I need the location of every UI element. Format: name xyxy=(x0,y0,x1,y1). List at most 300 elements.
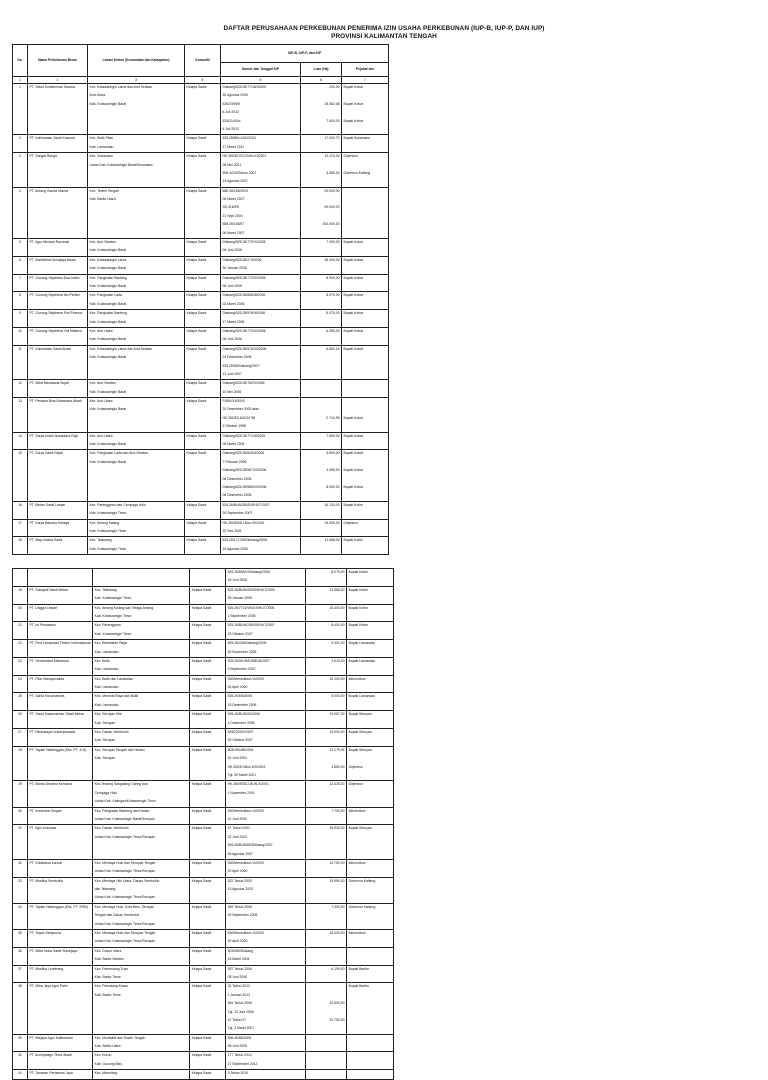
cell-location xyxy=(93,930,190,948)
cell-permit-number xyxy=(221,432,301,450)
table-body xyxy=(13,569,394,1080)
lokasi-line: Kec. Mentaya Hilir Utara, Danau Sembuluh xyxy=(94,878,160,883)
cell-location xyxy=(88,310,185,328)
cell-no: 5 xyxy=(13,239,28,257)
cell-no: 8 xyxy=(13,292,28,310)
cell-permit-number xyxy=(226,640,306,658)
cell-area xyxy=(301,239,342,257)
table-row xyxy=(13,84,389,135)
pejabat-line: Bupati Kobar xyxy=(343,118,364,123)
nomor-line: 364 Tahun 2006 xyxy=(227,1001,252,1006)
cell-commodity: Kelapa Sawit xyxy=(185,135,221,153)
cell-official xyxy=(347,1070,394,1079)
pejabat-line xyxy=(344,380,387,388)
pejabat-line: Bupati Kotim xyxy=(348,605,368,610)
luas-line xyxy=(308,912,345,920)
cell-permit-number xyxy=(226,604,306,622)
cell-location xyxy=(93,640,190,658)
luas-line: 8.050,00 xyxy=(326,484,340,489)
lokasi-line: Lintas Kab. Kotawaringin Timur/Seruyan xyxy=(94,921,156,926)
cell-location xyxy=(93,604,190,622)
luas-line: 11.668,00 xyxy=(324,538,340,543)
pejabat-line: Bupati Kobar xyxy=(343,101,364,106)
pejabat-line xyxy=(349,613,392,621)
nomor-line: 525.26/BUN/80/Disbang/2007 xyxy=(227,843,273,848)
cell-company-name: PT. Pilar Wanapersada xyxy=(28,675,93,693)
lokasi-line: Kec. Pangkalan Banteng dan Hanau xyxy=(94,808,150,813)
nomor-line: 13 Juni 2007 xyxy=(222,371,242,376)
cell-no: 12 xyxy=(13,380,28,398)
luas-line xyxy=(308,868,345,876)
nomor-line: 525.26/06.09/DISBUN/2007 xyxy=(227,658,270,663)
nomor-line: 369 Tahun 2006 xyxy=(227,904,252,909)
table-header xyxy=(13,45,389,84)
cell-commodity xyxy=(190,569,226,587)
cell-company-name: PT. Tandean Perdamus Jaya xyxy=(28,1070,93,1079)
cell-commodity: Kelapa Sawit xyxy=(185,239,221,257)
luas-line: 8.900,00 xyxy=(326,275,340,280)
pejabat-line xyxy=(349,702,392,710)
luas-line xyxy=(308,755,345,763)
luas-line xyxy=(308,790,345,798)
nomor-line: 530/Menhutbun-VI/2000 xyxy=(227,931,264,936)
luas-line xyxy=(303,398,340,406)
lokasi-line: Kec. Pangkalan Banteng xyxy=(89,275,127,280)
luas-line: 8.000,00 xyxy=(331,694,345,699)
luas-line xyxy=(303,476,340,484)
lokasi-line: Kab. Seruyan xyxy=(94,720,116,725)
header-iup-group: IUP-B, IUP-P, dan IUP xyxy=(221,45,389,63)
luas-line xyxy=(303,319,340,327)
cell-official xyxy=(347,930,394,948)
pejabat-line xyxy=(349,842,392,850)
cell-permit-number xyxy=(226,877,306,903)
lokasi-line: Kec. Kotawaringin Lama xyxy=(89,257,127,262)
lokasi-line: Lintas Kab. Kotawaringin Barat/Seruyan xyxy=(94,816,155,821)
pejabat-line xyxy=(344,398,387,406)
cell-location xyxy=(93,1052,190,1070)
table-row xyxy=(13,859,394,877)
cell-permit-number xyxy=(221,398,301,433)
luas-line xyxy=(308,720,345,728)
lokasi-line: Tengah dan Danau Sembuluh xyxy=(94,913,140,918)
luas-line: 12.425,00 xyxy=(329,782,345,787)
luas-line xyxy=(308,666,345,674)
pejabat-line xyxy=(349,1061,392,1069)
luas-line: 20.000,00 xyxy=(324,188,340,193)
cell-commodity: Kelapa Sawit xyxy=(185,345,221,380)
pejabat-line xyxy=(349,577,392,585)
pejabat-line xyxy=(349,938,392,946)
cell-permit-number xyxy=(226,746,306,781)
luas-line: 12.179,91 xyxy=(329,747,345,752)
luas-line xyxy=(303,162,340,170)
nomor-line: 530/Menhutbun-VI/2000 xyxy=(227,808,264,813)
cell-area xyxy=(306,640,347,658)
column-number: 1 xyxy=(13,77,28,84)
cell-area xyxy=(301,310,342,328)
table-row xyxy=(13,1034,394,1052)
table-row xyxy=(13,345,389,380)
pejabat-line xyxy=(349,1070,392,1078)
cell-commodity: Kelapa Sawit xyxy=(185,187,221,238)
nomor-line: 20 April 2000 xyxy=(227,939,248,944)
cell-commodity: Kelapa Sawit xyxy=(185,327,221,345)
nomor-line: 30 Agustus 2005 xyxy=(222,93,248,98)
lokasi-line: Kec. Pangkalan Lada dan Arut Selatan xyxy=(89,451,148,456)
lokasi-line: Kec. Arut Selatan xyxy=(89,240,116,245)
pejabat-line: Bupati Kotim xyxy=(343,538,363,543)
luas-line xyxy=(308,1052,345,1060)
luas-line xyxy=(303,265,340,273)
nomor-line: 530/Menhutbun-VI/2000 xyxy=(227,676,264,681)
cell-company-name: PT. Indotruba Tengah xyxy=(28,807,93,825)
nomor-line: 525.26/6/5/2006 xyxy=(227,694,253,699)
cell-location xyxy=(93,711,190,729)
nomor-line: 586.45/169/2003 xyxy=(222,188,248,193)
table-row xyxy=(13,450,389,501)
nomor-line: 22 Juni 2003 xyxy=(227,834,247,839)
cell-company-name: PT. Gemareksa Mekarsari xyxy=(28,657,93,675)
luas-line xyxy=(303,389,340,397)
cell-commodity: Kelapa Sawit xyxy=(190,930,226,948)
cell-no: 38 xyxy=(13,983,28,1034)
nomor-line: 525.26/7711/VIII/DISHUT/2005 xyxy=(227,605,275,610)
nomor-line: 06 Maret 2007 xyxy=(222,197,245,202)
cell-no: 15 xyxy=(13,450,28,501)
luas-line xyxy=(303,423,340,431)
cell-official xyxy=(342,274,389,292)
nomor-line: HK.350/E5.622/10.98 xyxy=(222,415,255,420)
cell-company-name: PT. Gunung Sejahtera Ibu Pertiwi xyxy=(28,292,88,310)
pejabat-line xyxy=(349,974,392,982)
cell-area xyxy=(301,135,342,153)
cell-commodity: Kelapa Sawit xyxy=(190,1052,226,1070)
luas-line xyxy=(308,1035,345,1043)
cell-commodity: Kelapa Sawit xyxy=(190,640,226,658)
lokasi-line: Kab. Barito Utara xyxy=(94,1044,121,1049)
luas-line xyxy=(308,737,345,745)
pejabat-line: Bupati Bartim xyxy=(348,966,369,971)
nomor-line: 17 September 2012 xyxy=(227,1061,258,1066)
pejabat-line xyxy=(349,816,392,824)
cell-location xyxy=(93,729,190,747)
luas-line: 15.400,00 xyxy=(329,605,345,610)
lokasi-line: Lintas Kab. Kotawaringin Timur/Seruyan xyxy=(94,895,156,900)
cell-location xyxy=(88,327,185,345)
luas-line xyxy=(308,577,345,585)
cell-no: 24 xyxy=(13,675,28,693)
cell-area xyxy=(306,983,347,1034)
nomor-line: 15 Desember 2006 xyxy=(227,702,257,707)
cell-area xyxy=(301,256,342,274)
pejabat-line xyxy=(349,1000,392,1008)
cell-area xyxy=(306,903,347,929)
cell-commodity: Kelapa Sawit xyxy=(185,398,221,433)
cell-location xyxy=(88,398,185,433)
nomor-line: 15 Maret 2004 xyxy=(227,957,250,962)
pejabat-line: Gubernur Kalteng xyxy=(348,904,376,909)
cell-official xyxy=(342,450,389,501)
cell-commodity: Kelapa Sawit xyxy=(190,711,226,729)
pejabat-line xyxy=(344,162,387,170)
cell-location xyxy=(93,781,190,807)
cell-company-name: PT. Bisma Dharma Kencana xyxy=(28,781,93,807)
nomor-line: 525.26/BUN/XII/2006 xyxy=(227,712,260,717)
nomor-line: 522 Tahun 2003 xyxy=(227,878,252,883)
cell-commodity: Kelapa Sawit xyxy=(190,825,226,860)
cell-location xyxy=(93,859,190,877)
cell-permit-number xyxy=(226,807,306,825)
cell-location xyxy=(88,501,185,519)
luas-line xyxy=(308,649,345,657)
luas-line: 16.133,00 xyxy=(324,502,340,507)
lokasi-line: Kec. Mentaya Hulu dan Seruyan Tengah xyxy=(94,860,156,865)
cell-company-name: PT. Gunung Sejahtera Yoli Makmur xyxy=(28,327,88,345)
lokasi-line: Kec. Dusun Utara xyxy=(94,948,122,953)
pejabat-line: Bupati Kotim xyxy=(343,502,363,507)
lokasi-line: Lintas Kab. Kotawaringin Timur/Seruyan xyxy=(94,869,156,874)
lokasi-line: Kab. Kotawaringin Barat xyxy=(89,283,127,288)
lokasi-line: Kec. Bulik Pitan xyxy=(89,136,114,141)
luas-line xyxy=(308,702,345,710)
pejabat-line xyxy=(344,126,387,134)
lokasi-line: Kab. Kotawaringin Barat xyxy=(89,319,127,324)
cell-company-name: PT. Sukajadi Sawit Mekar xyxy=(28,586,93,604)
table-row xyxy=(13,604,394,622)
luas-line xyxy=(303,283,340,291)
cell-official xyxy=(342,84,389,135)
pejabat-line xyxy=(344,510,387,518)
pejabat-line xyxy=(344,459,387,467)
pejabat-line xyxy=(349,834,392,842)
cell-area xyxy=(306,965,347,983)
cell-no: 9 xyxy=(13,310,28,328)
pejabat-line xyxy=(349,851,392,859)
luas-line: 90.000,00 xyxy=(324,205,340,210)
cell-no: 7 xyxy=(13,274,28,292)
cell-location xyxy=(88,135,185,153)
lokasi-line: Kab. Kotawaringin Barat xyxy=(89,248,127,253)
table-row xyxy=(13,239,389,257)
pejabat-line xyxy=(344,406,387,414)
lokasi-line: Kab. Barito Selatan xyxy=(94,957,124,962)
cell-company-name: PT. Archipelago Timur Abadi xyxy=(28,1052,93,1070)
lokasi-line: Kab. Lamandau xyxy=(94,685,119,690)
luas-line xyxy=(308,938,345,946)
cell-company-name: PT. Teguh Sempurna xyxy=(28,930,93,948)
cell-company-name: PT. Kalimantan Sawit Kusuma xyxy=(28,135,88,153)
lokasi-line: Kab. Barito Utara xyxy=(89,197,116,202)
luas-line: 17.000,70 xyxy=(324,136,340,141)
cell-commodity: Kelapa Sawit xyxy=(185,256,221,274)
table-row xyxy=(13,622,394,640)
cell-official xyxy=(342,153,389,188)
lokasi-line: Kab. Lamandau xyxy=(94,667,119,672)
cell-permit-number xyxy=(226,1034,306,1052)
cell-official xyxy=(347,947,394,965)
lokasi-line: Kab. Kotawaringin Barat xyxy=(89,301,127,306)
nomor-line: 17 Maret 2011 xyxy=(222,144,245,149)
cell-official xyxy=(347,825,394,860)
lokasi-line: Kec. Telawang xyxy=(89,538,112,543)
cell-no: 23 xyxy=(13,657,28,675)
cell-area xyxy=(301,327,342,345)
cell-location xyxy=(93,586,190,604)
lokasi-line: Kab. Seruyan xyxy=(94,738,116,743)
cell-commodity: Kelapa Sawit xyxy=(190,903,226,929)
luas-line xyxy=(303,336,340,344)
nomor-line: 21 Sept 2004 xyxy=(222,213,243,218)
lokasi-line: Lintas Kab. Kotawaringin Timur/Seruyan xyxy=(94,834,156,839)
cell-commodity: Kelapa Sawit xyxy=(190,877,226,903)
cell-area xyxy=(306,693,347,711)
nomor-line: 06 Juni 2006 xyxy=(222,337,242,342)
lokasi-line: Cempaga Hulu xyxy=(94,790,118,795)
luas-line xyxy=(303,546,340,554)
cell-official xyxy=(347,586,394,604)
cell-company-name: PT. Sawit Sumbermas Sarana xyxy=(28,84,88,135)
luas-line: 4.050,00 xyxy=(326,468,340,473)
table-row xyxy=(13,537,389,555)
cell-location xyxy=(93,569,190,587)
lokasi-line: Kec. Parenggean dan Cempaga Hulu xyxy=(89,502,146,507)
cell-official xyxy=(342,345,389,380)
cell-area xyxy=(301,398,342,433)
pejabat-line xyxy=(349,737,392,745)
lokasi-line: Kec. Teweh Tengah xyxy=(89,188,119,193)
pejabat-line xyxy=(349,666,392,674)
cell-permit-number xyxy=(226,569,306,587)
cell-no: 29 xyxy=(13,781,28,807)
cell-no: 20 xyxy=(13,604,28,622)
luas-line xyxy=(303,354,340,362)
nomor-line: 525.26/BUN/393/DISHUT/2005 xyxy=(227,587,275,592)
lokasi-line: Kec. Bulik xyxy=(94,658,110,663)
pejabat-line xyxy=(344,144,387,152)
luas-line: 4.850,00 xyxy=(331,764,345,769)
pejabat-line xyxy=(349,1035,392,1043)
table-row xyxy=(13,327,389,345)
cell-commodity: Kelapa Sawit xyxy=(190,622,226,640)
table-row xyxy=(13,1070,394,1079)
lokasi-line: Kec. Arut Utara xyxy=(89,433,113,438)
nomor-line: 525.26/435/Disbang/2005 xyxy=(227,641,267,646)
lokasi-line: Kab. Kotawaringin Timur xyxy=(89,528,127,533)
luas-line xyxy=(303,92,340,100)
pejabat-line xyxy=(344,528,387,536)
pejabat-line xyxy=(349,790,392,798)
lokasi-line: Kec. Pangkalan Lada xyxy=(89,293,122,298)
cell-company-name: PT. Sahid Kusumawiria xyxy=(28,693,93,711)
nomor-line: 20 April 2000 xyxy=(227,869,248,874)
nomor-line: 596.4/200/Tahun 2007 xyxy=(222,170,257,175)
nomor-line: 525.26/1717/III/Disbang/2006 xyxy=(222,538,267,543)
nomor-line: 2 Oktober 1998 xyxy=(222,424,246,429)
cell-commodity: Kelapa Sawit xyxy=(190,729,226,747)
cell-official xyxy=(342,519,389,537)
cell-area xyxy=(306,859,347,877)
nomor-line: 97 Tahun 2003 xyxy=(227,826,250,831)
cell-location xyxy=(88,380,185,398)
cell-location xyxy=(88,274,185,292)
cell-location xyxy=(93,947,190,965)
cell-commodity: Kelapa Sawit xyxy=(190,746,226,781)
lokasi-line: Kab. Lamandau xyxy=(94,702,119,707)
cell-commodity: Kelapa Sawit xyxy=(185,292,221,310)
lokasi-line: Kec. Pematang Karau xyxy=(94,984,128,989)
column-number: 3 xyxy=(88,77,185,84)
luas-line xyxy=(308,595,345,603)
cell-area xyxy=(306,947,347,965)
luas-line: 200.000,00 xyxy=(322,222,340,227)
cell-location xyxy=(93,965,190,983)
table-row xyxy=(13,711,394,729)
cell-company-name: PT. Mitra Indus Sawit Sukarjaya xyxy=(28,947,93,965)
nomor-line: 3 September 2007 xyxy=(227,667,256,672)
table-row xyxy=(13,675,394,693)
cell-company-name: PT. Sungai Rangit xyxy=(28,153,88,188)
luas-line xyxy=(308,631,345,639)
pejabat-line xyxy=(344,546,387,554)
luas-line xyxy=(303,380,340,388)
cell-area xyxy=(306,729,347,747)
pejabat-line: Menhutbun xyxy=(348,808,366,813)
cell-area xyxy=(301,432,342,450)
nomor-line: 29 September 2006 xyxy=(227,913,258,918)
cell-official xyxy=(342,380,389,398)
pejabat-line xyxy=(344,389,387,397)
cell-commodity: Kelapa Sawit xyxy=(190,657,226,675)
cell-permit-number xyxy=(226,693,306,711)
lokasi-line: Kab. Kotawaringin Barat xyxy=(89,442,127,447)
pejabat-line xyxy=(349,595,392,603)
luas-line xyxy=(303,178,340,186)
pejabat-line: Bupati Seruyan xyxy=(348,747,372,752)
cell-no: 28 xyxy=(13,746,28,781)
table-row xyxy=(13,187,389,238)
nomor-line: 09 Oktober 2007 xyxy=(227,738,253,743)
nomor-line: 586.45/106/07 xyxy=(222,222,245,227)
cell-permit-number xyxy=(226,965,306,983)
lokasi-line: Kab. Kotawaringin Barat xyxy=(89,337,127,342)
pejabat-line xyxy=(349,755,392,763)
cell-official xyxy=(342,256,389,274)
luas-line xyxy=(308,992,345,1000)
column-number: 2 xyxy=(28,77,88,84)
pejabat-line: Bupati Kobar xyxy=(343,293,364,298)
cell-permit-number xyxy=(226,1070,306,1079)
table-row xyxy=(13,746,394,781)
pejabat-line xyxy=(344,371,387,379)
cell-company-name: PT. Surya Sawit Sejati xyxy=(28,450,88,501)
pejabat-line: Bupati Lamandau xyxy=(348,694,376,699)
cell-no: 13 xyxy=(13,398,28,433)
pejabat-line: Bupati Kobar xyxy=(343,433,364,438)
cell-company-name: PT. Mitra Mendawai Sejati xyxy=(28,380,88,398)
table-row xyxy=(13,1052,394,1070)
nomor-line: 01 Desember 2006 xyxy=(222,355,252,360)
cell-company-name: PT. Rimbaraya Lestaripersada xyxy=(28,729,93,747)
cell-company-name: PT. Mustika Sembuluh xyxy=(28,877,93,903)
nomor-line: 21 Juni 2000 xyxy=(227,816,247,821)
nomor-line: 530/Menhutbun-VI/2000 xyxy=(227,860,264,865)
nomor-line: 13 Agustus 2007 xyxy=(222,179,248,184)
cell-official xyxy=(347,657,394,675)
lokasi-line: Kab. Lamandau xyxy=(94,649,119,654)
table-row xyxy=(13,903,394,929)
luas-line: 7.600,00 xyxy=(326,118,340,123)
